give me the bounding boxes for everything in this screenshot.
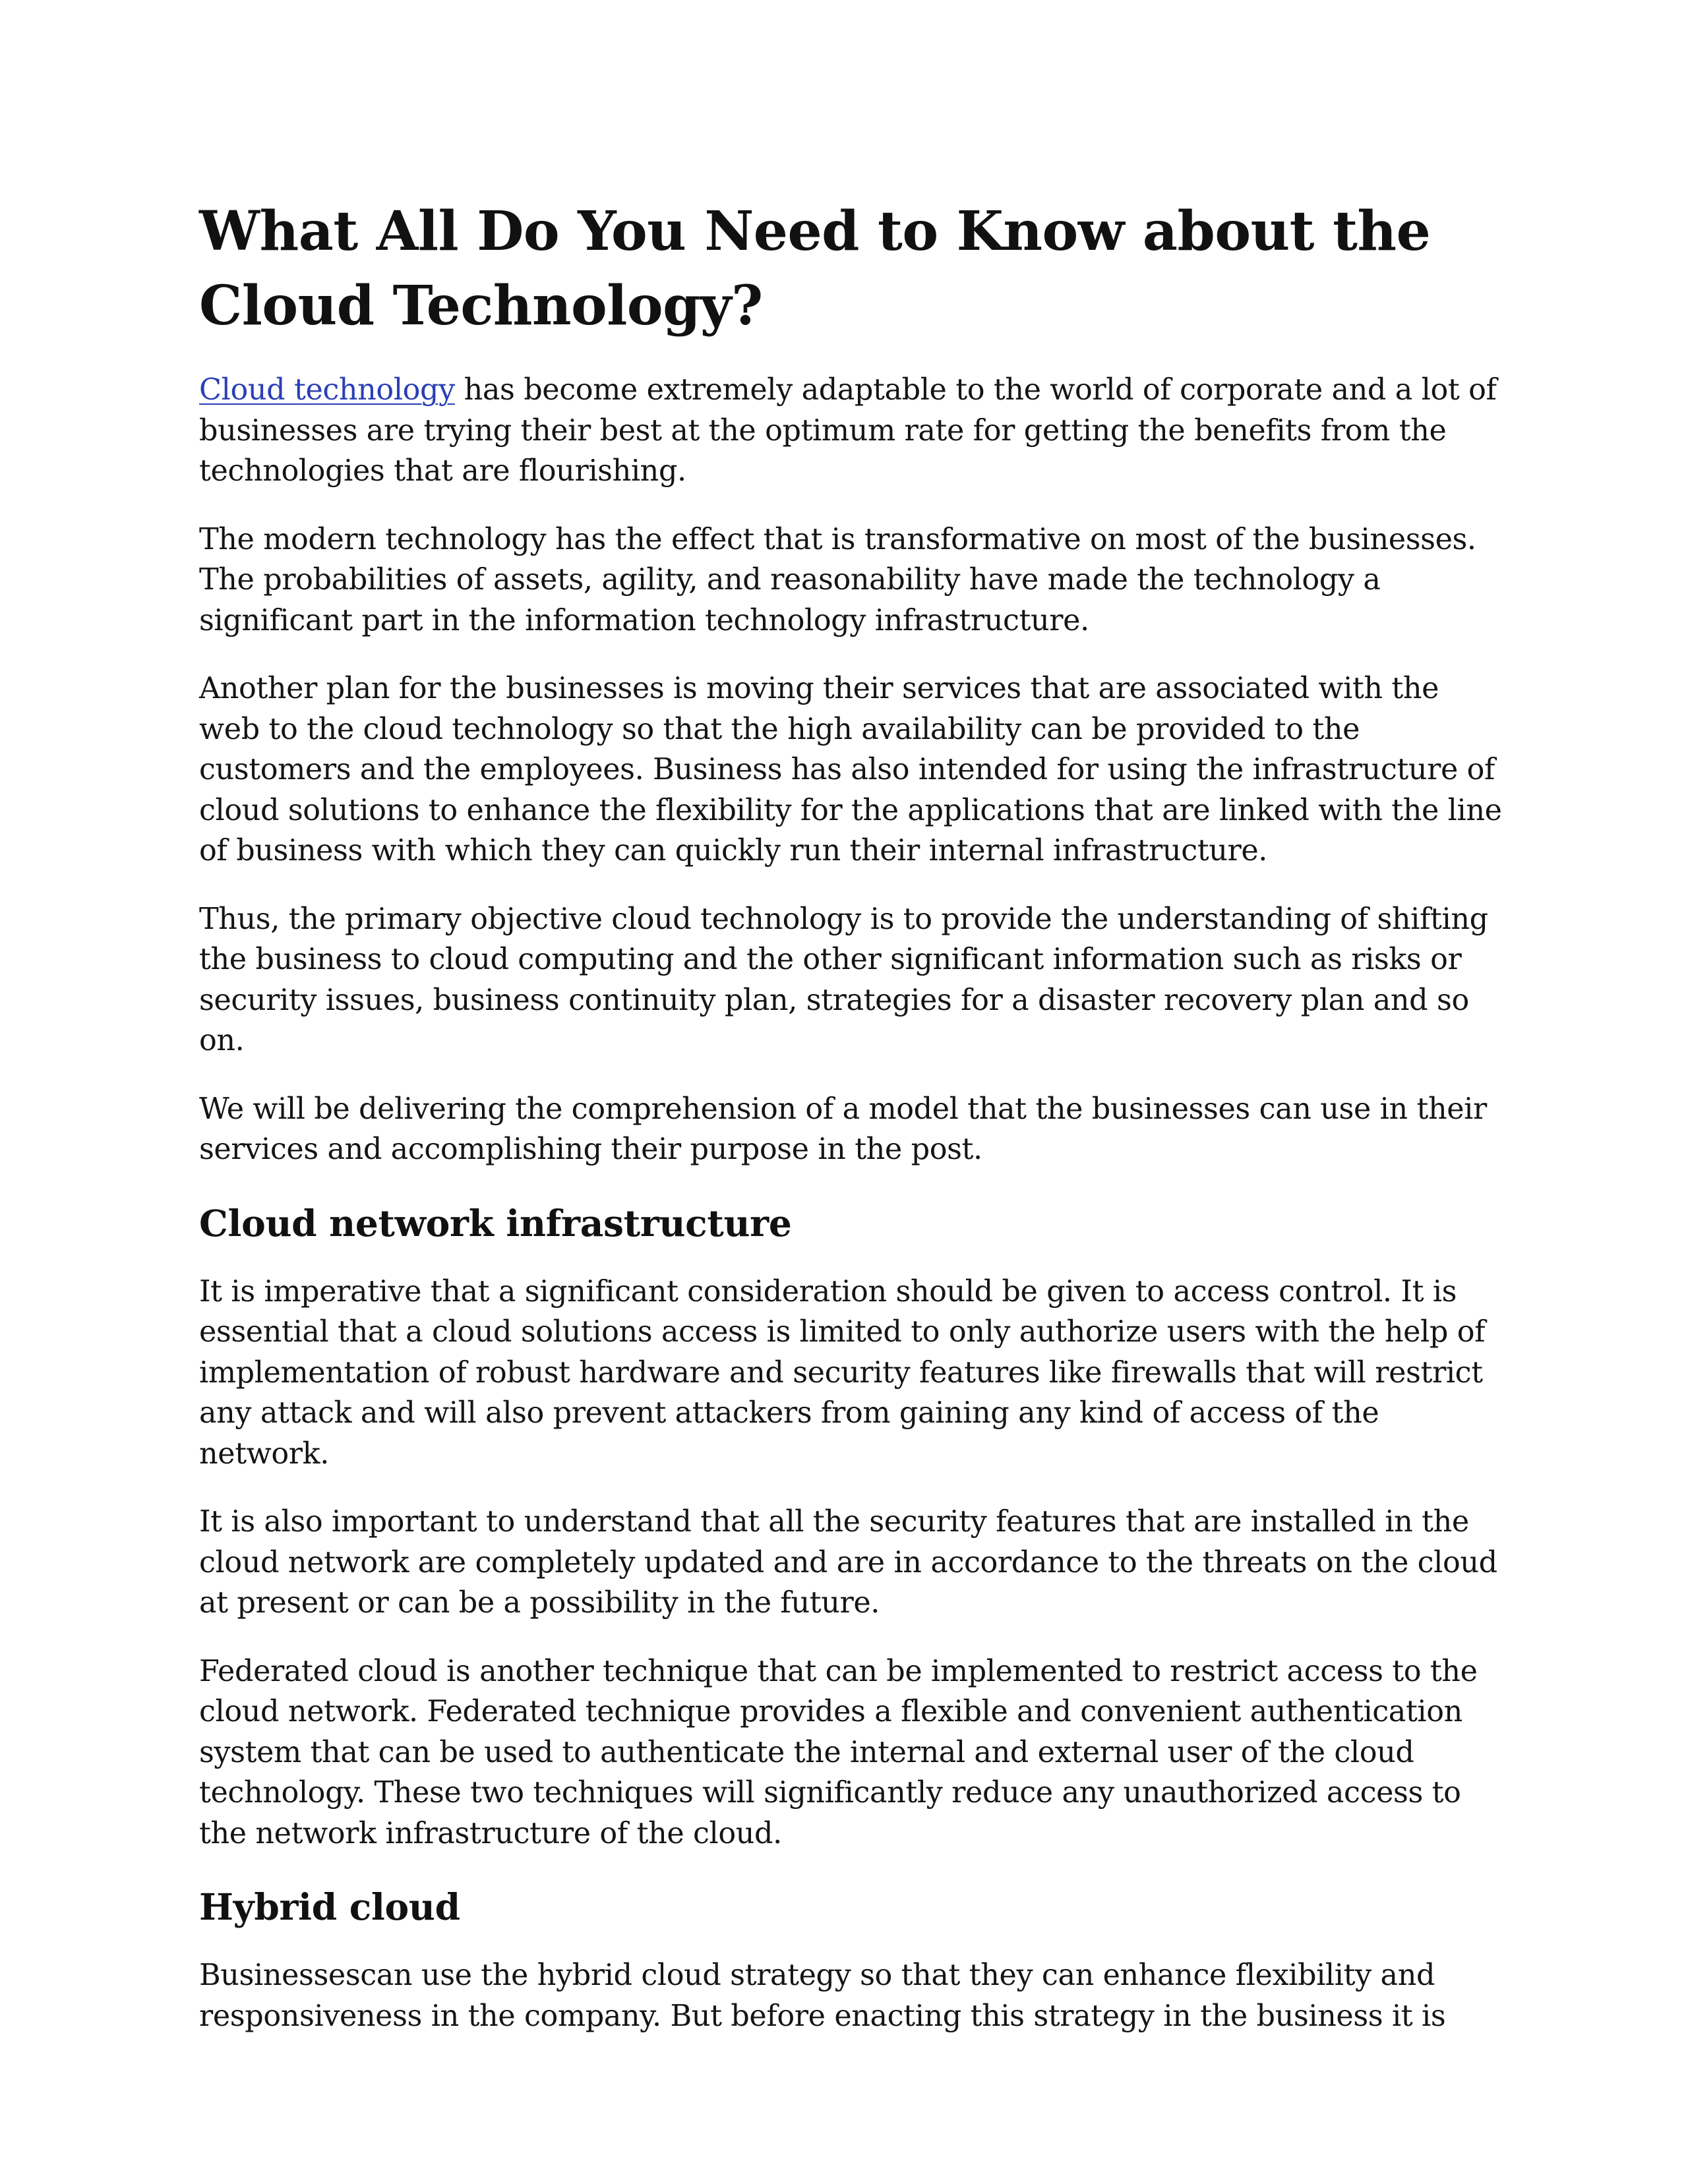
section-heading-hybrid-cloud: Hybrid cloud — [199, 1885, 460, 1928]
body-paragraph: Another plan for the businesses is moving their services that are associated with the web to the cloud technology so that the high availability can be provided to the customers and the employees. Business has also intended for using the infrastructure of cloud solutions to enhance the flexibility for the applications that are linked with the line of business with which they can quickly run their internal infrastructure. — [199, 672, 1502, 868]
intro-paragraph — [199, 370, 1505, 492]
body-paragraph: It is also important to understand that all the security features that are installed in the cloud network are completely updated and are in accordance to the threats on the cloud at present or can be a possibility in the future. — [199, 1505, 1497, 1620]
body-paragraph: We will be delivering the comprehension of a model that the businesses can use in their services and accomplishing their purpose in the post. — [199, 1092, 1487, 1166]
page-title: What All Do You Need to Know about the Cloud Technology? — [199, 200, 1431, 338]
body-paragraph: It is imperative that a significant consideration should be given to access control. It is essential that a cloud solutions access is limited to only authorize users with the help of implementation of robust hardware and security features like firewalls that will restrict any attack and will also prevent attackers from gaining any kind of access of the network. — [199, 1274, 1486, 1471]
body-paragraph: The modern technology has the effect that is transformative on most of the businesses. The probabilities of assets, agility, and reasonability have made the technology a significant part in the information technology infrastructure. — [199, 522, 1476, 637]
cloud-technology-link[interactable]: Cloud technology — [199, 373, 455, 407]
body-paragraph: Thus, the primary objective cloud technology is to provide the understanding of shifting the business to cloud computing and the other significant information such as risks or security issues, business continuity plan, strategies for a disaster recovery plan and so on. — [199, 902, 1488, 1057]
body-paragraph: Federated cloud is another technique that can be implemented to restrict access to the cloud network. Federated technique provides a flexible and convenient authentication system that can be used to authenticate the internal and external user of the cloud technology. These two techniques will significantly reduce any unauthorized access to the network infrastructure of the cloud. — [199, 1654, 1478, 1850]
intro-paragraph-text: has become extremely adaptable to the world of corporate and a lot of businesses are trying their best at the optimum rate for getting the benefits from the technologies that are flourishing. — [199, 373, 1497, 488]
section-heading-cloud-network-infrastructure: Cloud network infrastructure — [199, 1201, 792, 1245]
body-paragraph: Businessescan use the hybrid cloud strategy so that they can enhance flexibility and responsiveness in the company. But before enacting this strategy in the business it is — [199, 1959, 1446, 2033]
document-page — [199, 194, 1505, 2036]
